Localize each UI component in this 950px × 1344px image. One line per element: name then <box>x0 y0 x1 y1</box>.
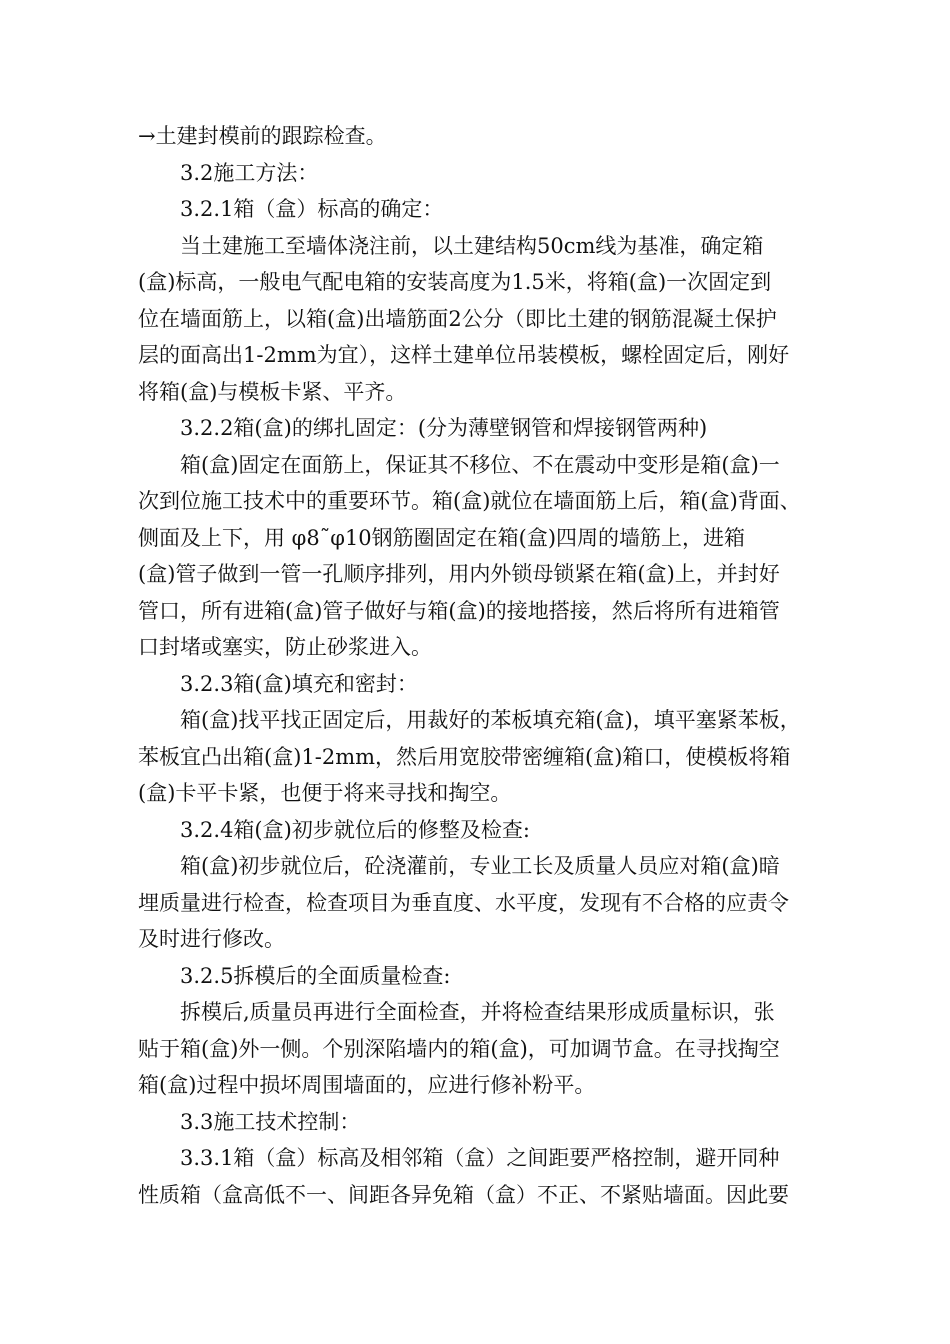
text-line: 箱(盒)过程中损坏周围墙面的，应进行修补粉平。 <box>138 1073 596 1097</box>
text-line: 箱(盒)找平找正固定后，用裁好的苯板填充箱(盒)，填平塞紧苯板， <box>180 708 801 732</box>
text-line: (盒)管子做到一管一孔顺序排列，用内外锁母锁紧在箱(盒)上，并封好 <box>138 562 780 586</box>
text-line: 次到位施工技术中的重要环节。箱(盒)就位在墙面筋上后，箱(盒)背面、 <box>138 489 801 513</box>
body-text <box>138 118 838 1213</box>
text-line: 3.3.1箱（盒）标高及相邻箱（盒）之间距要严格控制，避开同种 <box>180 1146 780 1170</box>
text-line: 3.2施工方法： <box>180 160 319 185</box>
text-line: 3.2.2箱(盒)的绑扎固定：(分为薄壁钢管和焊接钢管两种) <box>180 416 708 440</box>
text-line: 位在墙面筋上，以箱(盒)出墙筋面2公分（即比土建的钢筋混凝土保护 <box>138 306 777 331</box>
text-line: 贴于箱(盒)外一侧。个别深陷墙内的箱(盒)，可加调节盒。在寻找掏空 <box>138 1036 780 1061</box>
text-line: 口封堵或塞实，防止砂浆进入。 <box>138 635 432 659</box>
text-line: 3.2.3箱(盒)填充和密封： <box>180 671 418 696</box>
text-line: →土建封模前的跟踪检查。 <box>138 124 387 148</box>
text-line: 箱(盒)初步就位后，砼浇灌前，专业工长及质量人员应对箱(盒)暗 <box>180 854 780 878</box>
text-line: 层的面高出1-2mm为宜），这样土建单位吊装模板，螺栓固定后，刚好 <box>138 343 790 367</box>
text-line: (盒)标高，一般电气配电箱的安装高度为1.5米，将箱(盒)一次固定到 <box>138 270 772 294</box>
text-line: 3.2.1箱（盒）标高的确定： <box>180 197 444 221</box>
text-line: 3.2.5拆模后的全面质量检查: <box>180 963 451 988</box>
text-line: 当土建施工至墙体浇注前，以土建结构50cm线为基准，确定箱 <box>180 233 764 258</box>
text-line: 性质箱（盒高低不一、间距各异免箱（盒）不正、不紧贴墙面。因此要 <box>138 1182 789 1207</box>
text-line: 管口，所有进箱(盒)管子做好与箱(盒)的接地搭接，然后将所有进箱管 <box>138 598 780 623</box>
text-line: 及时进行修改。 <box>138 927 285 951</box>
text-line: 埋质量进行检查，检查项目为垂直度、水平度，发现有不合格的应责令 <box>138 890 789 915</box>
text-line: 3.3施工技术控制： <box>180 1109 361 1134</box>
text-line: 拆模后,质量员再进行全面检查，并将检查结果形成质量标识，张 <box>180 1000 775 1024</box>
text-line: 侧面及上下，用 φ8˜φ10钢筋圈固定在箱(盒)四周的墙筋上，进箱 <box>138 525 746 550</box>
text-line: 3.2.4箱(盒)初步就位后的修整及检查: <box>180 817 530 842</box>
text-line: (盒)卡平卡紧，也便于将来寻找和掏空。 <box>138 781 512 805</box>
text-line: 将箱(盒)与模板卡紧、平齐。 <box>138 379 407 404</box>
text-line: 苯板宜凸出箱(盒)1-2mm，然后用宽胶带密缠箱(盒)箱口，使模板将箱 <box>138 744 791 769</box>
text-line: 箱(盒)固定在面筋上，保证其不移位、不在震动中变形是箱(盒)一 <box>180 452 780 477</box>
